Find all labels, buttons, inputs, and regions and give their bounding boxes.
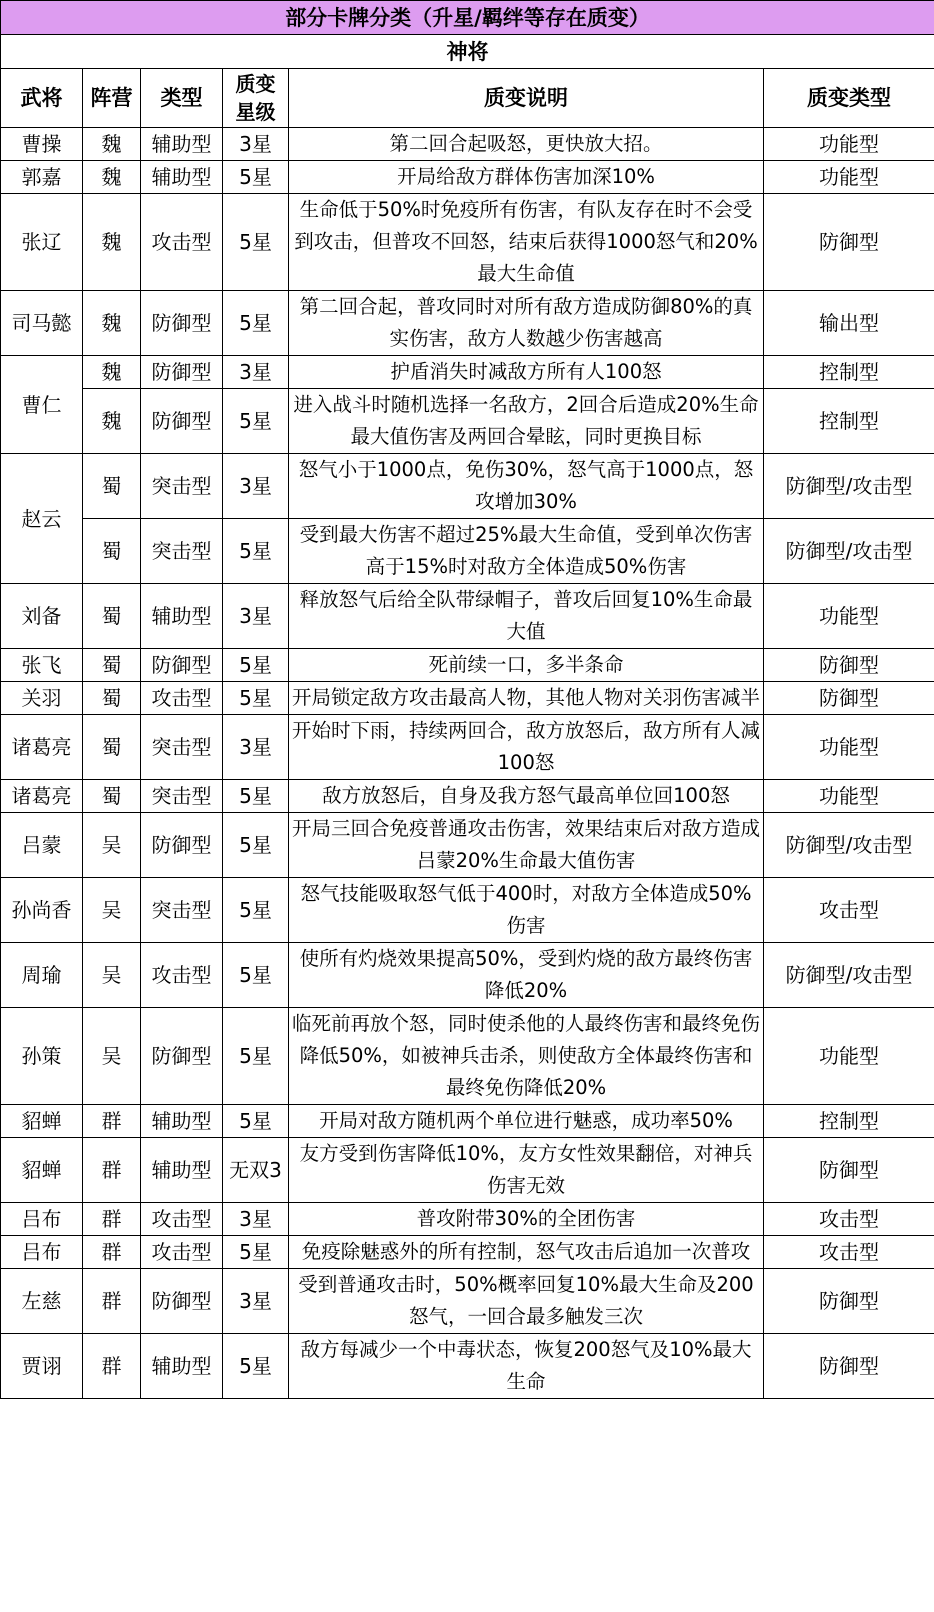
change-type-cell: 防御型 [764,1334,934,1399]
change-type-cell: 防御型/攻击型 [764,454,934,519]
faction-cell: 魏 [83,356,141,389]
type-cell: 辅助型 [141,584,223,649]
table-row [1,1138,934,1203]
header-description: 质变说明 [289,69,764,128]
header-faction: 阵营 [83,69,141,128]
change-type-cell: 攻击型 [764,1236,934,1269]
star-cell: 3星 [223,715,289,780]
type-cell: 攻击型 [141,1203,223,1236]
description-cell: 开局给敌方群体伤害加深10% [289,161,764,194]
faction-cell: 魏 [83,291,141,356]
type-cell: 防御型 [141,291,223,356]
star-cell: 5星 [223,161,289,194]
change-type-cell: 功能型 [764,161,934,194]
change-type-cell: 控制型 [764,389,934,454]
table-row [1,1334,934,1399]
change-type-cell: 输出型 [764,291,934,356]
general-name-cell: 左慈 [1,1269,83,1334]
description-cell: 死前续一口，多半条命 [289,649,764,682]
general-name-cell: 刘备 [1,584,83,649]
type-cell: 攻击型 [141,194,223,291]
general-name-cell: 吕布 [1,1236,83,1269]
star-cell: 5星 [223,813,289,878]
change-type-cell: 控制型 [764,1105,934,1138]
table-row [1,780,934,813]
description-cell: 第二回合起吸怒，更快放大招。 [289,128,764,161]
type-cell: 突击型 [141,715,223,780]
faction-cell: 蜀 [83,715,141,780]
description-cell: 使所有灼烧效果提高50%，受到灼烧的敌方最终伤害降低20% [289,943,764,1008]
table-row [1,943,934,1008]
star-cell: 3星 [223,356,289,389]
table-row [1,1203,934,1236]
type-cell: 突击型 [141,519,223,584]
description-cell: 受到最大伤害不超过25%最大生命值，受到单次伤害高于15%时对敌方全体造成50%伤害 [289,519,764,584]
table-row [1,1236,934,1269]
star-cell: 5星 [223,682,289,715]
header-change-type: 质变类型 [764,69,934,128]
general-name-cell: 周瑜 [1,943,83,1008]
type-cell: 防御型 [141,1008,223,1105]
type-cell: 突击型 [141,780,223,813]
type-cell: 突击型 [141,878,223,943]
star-cell: 3星 [223,454,289,519]
general-name-cell: 吕蒙 [1,813,83,878]
faction-cell: 群 [83,1236,141,1269]
star-cell: 5星 [223,291,289,356]
change-type-cell: 防御型 [764,1138,934,1203]
change-type-cell: 防御型 [764,682,934,715]
description-cell: 进入战斗时随机选择一名敌方，2回合后造成20%生命最大值伤害及两回合晕眩，同时更换目标 [289,389,764,454]
description-cell: 普攻附带30%的全团伤害 [289,1203,764,1236]
change-type-cell: 功能型 [764,780,934,813]
table-row [1,194,934,291]
star-cell: 3星 [223,584,289,649]
change-type-cell: 功能型 [764,584,934,649]
type-cell: 辅助型 [141,128,223,161]
general-name-cell: 郭嘉 [1,161,83,194]
faction-cell: 蜀 [83,454,141,519]
type-cell: 防御型 [141,649,223,682]
star-cell: 3星 [223,1203,289,1236]
faction-cell: 蜀 [83,682,141,715]
faction-cell: 魏 [83,389,141,454]
table-row [1,649,934,682]
star-cell: 5星 [223,1236,289,1269]
change-type-cell: 功能型 [764,1008,934,1105]
star-cell: 5星 [223,194,289,291]
general-name-cell: 贾诩 [1,1334,83,1399]
type-cell: 防御型 [141,356,223,389]
description-cell: 受到普通攻击时，50%概率回复10%最大生命及200怒气，一回合最多触发三次 [289,1269,764,1334]
star-cell: 5星 [223,389,289,454]
faction-cell: 吴 [83,878,141,943]
change-type-cell: 攻击型 [764,878,934,943]
change-type-cell: 防御型/攻击型 [764,813,934,878]
faction-cell: 蜀 [83,519,141,584]
table-row [1,878,934,943]
faction-cell: 吴 [83,943,141,1008]
description-cell: 友方受到伤害降低10%，友方女性效果翻倍，对神兵伤害无效 [289,1138,764,1203]
change-type-cell: 功能型 [764,128,934,161]
description-cell: 怒气技能吸取怒气低于400时，对敌方全体造成50%伤害 [289,878,764,943]
description-cell: 敌方放怒后，自身及我方怒气最高单位回100怒 [289,780,764,813]
description-cell: 临死前再放个怒，同时使杀他的人最终伤害和最终免伤降低50%，如被神兵击杀，则使敌方全体最终伤害和最终免伤降低20% [289,1008,764,1105]
star-cell: 5星 [223,943,289,1008]
general-name-cell: 貂蝉 [1,1105,83,1138]
general-name-cell: 曹仁 [1,356,83,454]
general-name-cell: 关羽 [1,682,83,715]
change-type-cell: 防御型 [764,1269,934,1334]
general-name-cell: 张飞 [1,649,83,682]
type-cell: 辅助型 [141,1334,223,1399]
description-cell: 第二回合起，普攻同时对所有敌方造成防御80%的真实伤害，敌方人数越少伤害越高 [289,291,764,356]
faction-cell: 吴 [83,1008,141,1105]
type-cell: 防御型 [141,1269,223,1334]
general-name-cell: 貂蝉 [1,1138,83,1203]
general-name-cell: 吕布 [1,1203,83,1236]
table-row [1,519,934,584]
general-name-cell: 司马懿 [1,291,83,356]
star-cell: 5星 [223,519,289,584]
change-type-cell: 防御型/攻击型 [764,943,934,1008]
change-type-cell: 攻击型 [764,1203,934,1236]
description-cell: 怒气小于1000点，免伤30%，怒气高于1000点，怒攻增加30% [289,454,764,519]
faction-cell: 群 [83,1203,141,1236]
star-cell: 5星 [223,649,289,682]
star-cell: 3星 [223,1269,289,1334]
type-cell: 辅助型 [141,161,223,194]
general-name-cell: 孙策 [1,1008,83,1105]
table-row [1,454,934,519]
table-row [1,389,934,454]
table-row [1,161,934,194]
header-general: 武将 [1,69,83,128]
faction-cell: 魏 [83,194,141,291]
table-row [1,715,934,780]
type-cell: 辅助型 [141,1105,223,1138]
type-cell: 攻击型 [141,943,223,1008]
change-type-cell: 防御型 [764,649,934,682]
table-row [1,1105,934,1138]
faction-cell: 蜀 [83,780,141,813]
faction-cell: 群 [83,1269,141,1334]
description-cell: 免疫除魅惑外的所有控制，怒气攻击后追加一次普攻 [289,1236,764,1269]
faction-cell: 蜀 [83,649,141,682]
type-cell: 辅助型 [141,1138,223,1203]
star-cell: 5星 [223,1105,289,1138]
type-cell: 攻击型 [141,1236,223,1269]
star-cell: 5星 [223,1008,289,1105]
faction-cell: 魏 [83,161,141,194]
star-cell: 无双3 [223,1138,289,1203]
general-name-cell: 张辽 [1,194,83,291]
description-cell: 释放怒气后给全队带绿帽子，普攻后回复10%生命最大值 [289,584,764,649]
table-title: 部分卡牌分类（升星/羁绊等存在质变） [1,1,934,35]
table-row [1,584,934,649]
general-name-cell: 孙尚香 [1,878,83,943]
description-cell: 开局对敌方随机两个单位进行魅惑，成功率50% [289,1105,764,1138]
star-cell: 5星 [223,1334,289,1399]
faction-cell: 群 [83,1138,141,1203]
change-type-cell: 控制型 [764,356,934,389]
faction-cell: 吴 [83,813,141,878]
change-type-cell: 防御型/攻击型 [764,519,934,584]
header-star: 质变星级 [223,69,289,128]
star-cell: 3星 [223,128,289,161]
description-cell: 开局锁定敌方攻击最高人物，其他人物对关羽伤害减半 [289,682,764,715]
table-row [1,356,934,389]
type-cell: 突击型 [141,454,223,519]
table-body [1,128,934,1399]
faction-cell: 群 [83,1105,141,1138]
change-type-cell: 防御型 [764,194,934,291]
faction-cell: 魏 [83,128,141,161]
type-cell: 防御型 [141,813,223,878]
general-name-cell: 诸葛亮 [1,715,83,780]
table-row [1,1008,934,1105]
description-cell: 开始时下雨，持续两回合，敌方放怒后，敌方所有人减100怒 [289,715,764,780]
general-name-cell: 诸葛亮 [1,780,83,813]
header-type: 类型 [141,69,223,128]
table-row [1,128,934,161]
faction-cell: 群 [83,1334,141,1399]
type-cell: 防御型 [141,389,223,454]
star-cell: 5星 [223,780,289,813]
change-type-cell: 功能型 [764,715,934,780]
description-cell: 敌方每减少一个中毒状态，恢复200怒气及10%最大生命 [289,1334,764,1399]
table-row [1,291,934,356]
description-cell: 护盾消失时减敌方所有人100怒 [289,356,764,389]
general-name-cell: 赵云 [1,454,83,584]
star-cell: 5星 [223,878,289,943]
faction-cell: 蜀 [83,584,141,649]
general-name-cell: 曹操 [1,128,83,161]
table-row [1,682,934,715]
description-cell: 生命低于50%时免疫所有伤害，有队友存在时不会受到攻击，但普攻不回怒，结束后获得1000怒气和20%最大生命值 [289,194,764,291]
table-row [1,1269,934,1334]
description-cell: 开局三回合免疫普通攻击伤害，效果结束后对敌方造成吕蒙20%生命最大值伤害 [289,813,764,878]
section-title: 神将 [1,35,934,69]
table-row [1,813,934,878]
type-cell: 攻击型 [141,682,223,715]
